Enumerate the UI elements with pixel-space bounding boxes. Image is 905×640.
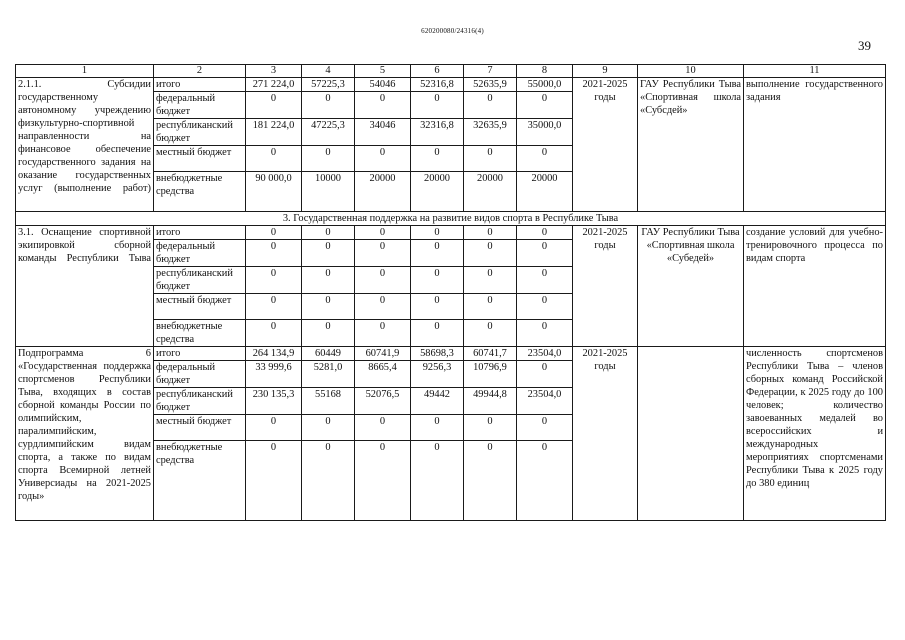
value-cell: 9256,3 xyxy=(411,361,464,388)
value-cell: 0 xyxy=(517,267,573,294)
value-cell: 0 xyxy=(355,267,411,294)
value-cell: 0 xyxy=(302,415,355,441)
funding-source: федеральный бюджет xyxy=(154,361,246,388)
value-cell: 57225,3 xyxy=(302,78,355,92)
column-number: 11 xyxy=(744,65,886,78)
value-cell: 10000 xyxy=(302,172,355,212)
value-cell: 23504,0 xyxy=(517,388,573,415)
value-cell: 0 xyxy=(411,294,464,320)
value-cell: 0 xyxy=(246,267,302,294)
value-cell: 52076,5 xyxy=(355,388,411,415)
value-cell: 0 xyxy=(411,226,464,240)
value-cell: 0 xyxy=(355,320,411,347)
value-cell: 230 135,3 xyxy=(246,388,302,415)
value-cell: 20000 xyxy=(355,172,411,212)
value-cell: 0 xyxy=(246,441,302,521)
value-cell: 49442 xyxy=(411,388,464,415)
value-cell: 0 xyxy=(464,92,517,119)
value-cell: 181 224,0 xyxy=(246,119,302,146)
value-cell: 0 xyxy=(302,240,355,267)
column-number: 8 xyxy=(517,65,573,78)
value-cell: 8665,4 xyxy=(355,361,411,388)
value-cell: 52635,9 xyxy=(464,78,517,92)
value-cell: 0 xyxy=(411,92,464,119)
table-row xyxy=(16,78,886,92)
value-cell: 0 xyxy=(246,415,302,441)
column-number: 6 xyxy=(411,65,464,78)
funding-source: итого xyxy=(154,226,246,240)
value-cell: 60741,9 xyxy=(355,347,411,361)
funding-source: внебюджетные средства xyxy=(154,172,246,212)
value-cell: 55000,0 xyxy=(517,78,573,92)
value-cell: 0 xyxy=(355,415,411,441)
table-row xyxy=(16,347,886,361)
value-cell: 52316,8 xyxy=(411,78,464,92)
value-cell: 32316,8 xyxy=(411,119,464,146)
value-cell: 0 xyxy=(302,320,355,347)
value-cell: 35000,0 xyxy=(517,119,573,146)
value-cell: 0 xyxy=(302,92,355,119)
value-cell: 0 xyxy=(246,320,302,347)
column-number: 4 xyxy=(302,65,355,78)
result-cell: численность спортсменов Республики Тыва – членов сборных команд Российской Федерации, к 2025 году до 100 человек; количество завоеванных медалей во всероссийских и международных мероприятиях спортсменами Республики Тыва к 2025 году до 380 единиц xyxy=(744,347,886,521)
column-number: 1 xyxy=(16,65,154,78)
executor-cell xyxy=(638,347,744,521)
funding-source: федеральный бюджет xyxy=(154,240,246,267)
column-number-row xyxy=(16,65,886,78)
value-cell: 5281,0 xyxy=(302,361,355,388)
value-cell: 58698,3 xyxy=(411,347,464,361)
column-number: 9 xyxy=(573,65,638,78)
value-cell: 60741,7 xyxy=(464,347,517,361)
value-cell: 0 xyxy=(302,294,355,320)
funding-source: внебюджетные средства xyxy=(154,320,246,347)
value-cell: 20000 xyxy=(517,172,573,212)
value-cell: 271 224,0 xyxy=(246,78,302,92)
activity-name: 3.1. Оснащение спортивной экипировкой сборной команды Республики Тыва xyxy=(16,226,154,347)
value-cell: 0 xyxy=(411,415,464,441)
value-cell: 0 xyxy=(464,415,517,441)
document-id: 620200080/24316(4) xyxy=(421,27,484,35)
value-cell: 0 xyxy=(411,240,464,267)
value-cell: 0 xyxy=(517,441,573,521)
period-cell: 2021-2025 годы xyxy=(573,78,638,212)
value-cell: 0 xyxy=(246,226,302,240)
column-number: 5 xyxy=(355,65,411,78)
value-cell: 0 xyxy=(464,320,517,347)
period-cell: 2021-2025 годы xyxy=(573,347,638,521)
value-cell: 10796,9 xyxy=(464,361,517,388)
value-cell: 0 xyxy=(411,441,464,521)
value-cell: 0 xyxy=(355,146,411,172)
value-cell: 0 xyxy=(517,415,573,441)
value-cell: 0 xyxy=(464,240,517,267)
value-cell: 0 xyxy=(464,294,517,320)
value-cell: 0 xyxy=(355,240,411,267)
executor-cell: ГАУ Республики Тыва «Спортивная школа «Субсдей» xyxy=(638,78,744,212)
funding-source: республиканский бюджет xyxy=(154,388,246,415)
activity-name: 2.1.1. Субсидии государственному автономному учреждению физкультурно-спортивной направленности на финансовое обеспечение государственного задания на оказание государственных услуг (выполнение работ) xyxy=(16,78,154,212)
column-number: 10 xyxy=(638,65,744,78)
value-cell: 47225,3 xyxy=(302,119,355,146)
activity-name: Подпрограмма 6 «Государственная поддержка спортсменов Республики Тыва, входящих в состав сборной команды России по олимпийским, паралимпийским, сурдлимпийским видам спорта, а также по видам спорта Всемирной летней Универсиады на 2021-2025 годы» xyxy=(16,347,154,521)
value-cell: 54046 xyxy=(355,78,411,92)
result-cell: создание условий для учебно-тренировочного процесса по видам спорта xyxy=(744,226,886,347)
table-row xyxy=(16,226,886,240)
executor-cell: ГАУ Республики Тыва «Спортивная школа «Субедей» xyxy=(638,226,744,347)
section-header-row xyxy=(16,212,886,226)
value-cell: 264 134,9 xyxy=(246,347,302,361)
value-cell: 0 xyxy=(517,294,573,320)
value-cell: 0 xyxy=(355,226,411,240)
value-cell: 0 xyxy=(411,267,464,294)
value-cell: 0 xyxy=(517,226,573,240)
column-number: 2 xyxy=(154,65,246,78)
column-number: 7 xyxy=(464,65,517,78)
value-cell: 0 xyxy=(302,226,355,240)
funding-source: местный бюджет xyxy=(154,294,246,320)
value-cell: 0 xyxy=(246,146,302,172)
page-number: 39 xyxy=(858,38,871,53)
value-cell: 0 xyxy=(464,267,517,294)
value-cell: 0 xyxy=(517,361,573,388)
value-cell: 0 xyxy=(517,146,573,172)
value-cell: 0 xyxy=(517,240,573,267)
value-cell: 0 xyxy=(517,320,573,347)
funding-source: республиканский бюджет xyxy=(154,267,246,294)
value-cell: 0 xyxy=(246,92,302,119)
value-cell: 20000 xyxy=(411,172,464,212)
value-cell: 0 xyxy=(355,441,411,521)
value-cell: 55168 xyxy=(302,388,355,415)
value-cell: 0 xyxy=(411,320,464,347)
value-cell: 0 xyxy=(302,441,355,521)
funding-source: местный бюджет xyxy=(154,415,246,441)
value-cell: 0 xyxy=(355,294,411,320)
value-cell: 33 999,6 xyxy=(246,361,302,388)
column-number: 3 xyxy=(246,65,302,78)
value-cell: 49944,8 xyxy=(464,388,517,415)
value-cell: 90 000,0 xyxy=(246,172,302,212)
value-cell: 0 xyxy=(246,294,302,320)
funding-source: внебюджетные средства xyxy=(154,441,246,521)
value-cell: 0 xyxy=(355,92,411,119)
value-cell: 0 xyxy=(411,146,464,172)
program-table xyxy=(15,64,886,521)
result-cell: выполнение государственного задания xyxy=(744,78,886,212)
value-cell: 0 xyxy=(302,267,355,294)
funding-source: федеральный бюджет xyxy=(154,92,246,119)
value-cell: 0 xyxy=(246,240,302,267)
value-cell: 0 xyxy=(302,146,355,172)
value-cell: 23504,0 xyxy=(517,347,573,361)
value-cell: 20000 xyxy=(464,172,517,212)
funding-source: итого xyxy=(154,347,246,361)
section-title: 3. Государственная поддержка на развитие видов спорта в Республике Тыва xyxy=(16,212,886,226)
funding-source: местный бюджет xyxy=(154,146,246,172)
value-cell: 34046 xyxy=(355,119,411,146)
value-cell: 0 xyxy=(464,226,517,240)
funding-source: республиканский бюджет xyxy=(154,119,246,146)
value-cell: 32635,9 xyxy=(464,119,517,146)
value-cell: 0 xyxy=(464,146,517,172)
period-cell: 2021-2025 годы xyxy=(573,226,638,347)
value-cell: 0 xyxy=(464,441,517,521)
funding-source: итого xyxy=(154,78,246,92)
value-cell: 0 xyxy=(517,92,573,119)
value-cell: 60449 xyxy=(302,347,355,361)
